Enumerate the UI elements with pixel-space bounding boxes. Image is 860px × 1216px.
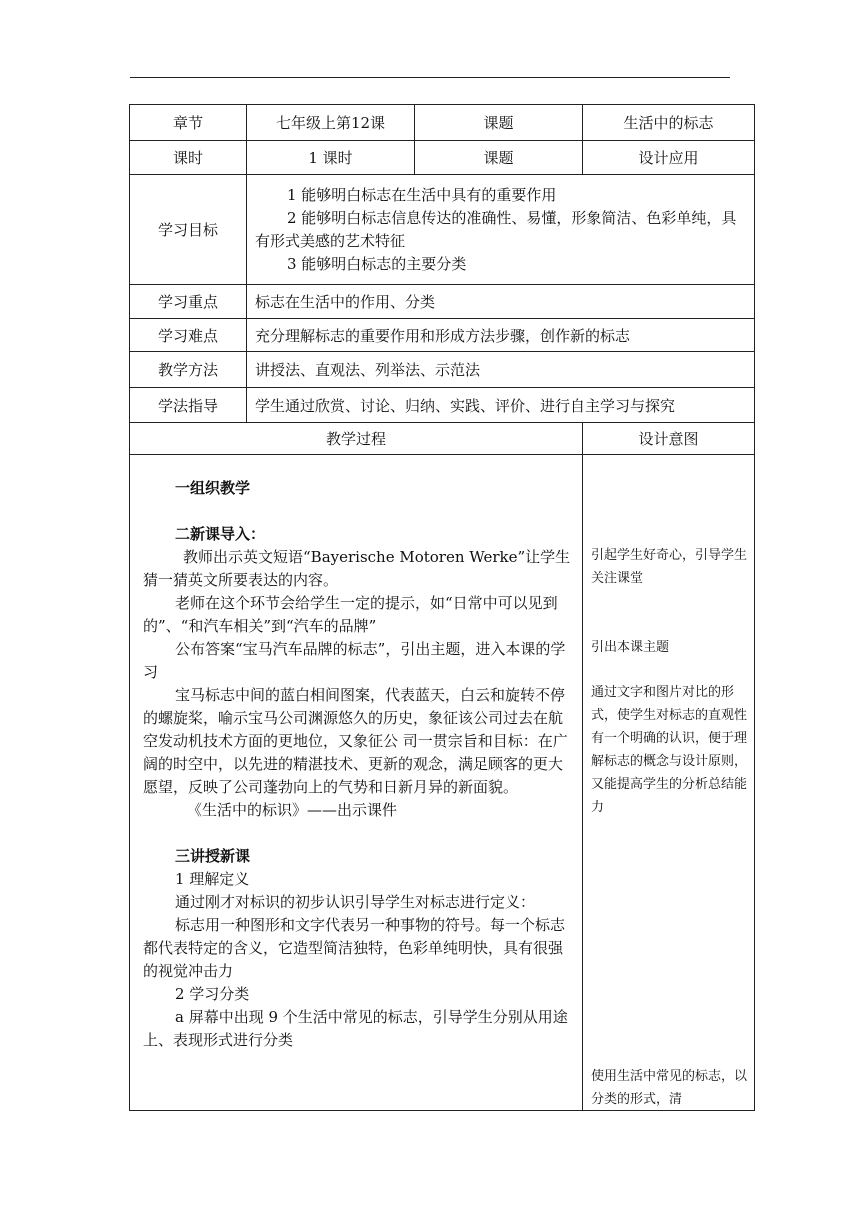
difficulty-label: 学习难点	[130, 319, 247, 352]
info-row-chapter	[130, 105, 755, 141]
goals-label: 学习目标	[130, 175, 247, 285]
lesson-plan-table	[129, 104, 755, 1111]
difficulty-row	[130, 319, 755, 352]
key-points-row	[130, 285, 755, 319]
goal-item: 2 能够明白标志信息传达的准确性、易懂，形象简洁、色彩单纯，具有形式美感的艺术特征	[255, 208, 737, 250]
intent-note: 通过文字和图片对比的形式，使学生对标志的直观性有一个明确的认识，便于理解标志的概念与设计原则，又能提高学生的分析总结能力	[591, 685, 748, 815]
period-label: 课时	[130, 141, 247, 175]
topic-value-2: 设计应用	[583, 141, 755, 175]
header-rule	[130, 77, 730, 78]
subheading: 2 学习分类	[175, 985, 250, 1003]
process-header: 教学过程	[130, 423, 583, 455]
paragraph: 老师在这个环节会给学生一定的提示，如“日常中可以见到的”、“和汽车相关”到“汽车的品牌”	[143, 594, 558, 635]
topic-value: 生活中的标志	[583, 105, 755, 141]
paragraph: 宝马标志中间的蓝白相间图案，代表蓝天，白云和旋转不停的螺旋桨，喻示宝马公司渊源悠久的历史，象征该公司过去在航空发动机技术方面的更地位，又象征公 司一贯宗旨和目标：在广阔的时空中，以先进的精湛技术、更新的观念，满足顾客的更大愿望，反映了公司蓬勃向上的气势和日新月异的新面貌。	[143, 686, 568, 796]
method-label: 教学方法	[130, 352, 247, 388]
goal-item: 3 能够明白标志的主要分类	[287, 254, 467, 273]
difficulty-value: 充分理解标志的重要作用和形成方法步骤，创作新的标志	[247, 319, 755, 352]
study-guide-value: 学生通过欣赏、讨论、归纳、实践、评价、进行自主学习与探究	[247, 388, 755, 423]
intent-header: 设计意图	[583, 423, 755, 455]
goals-content	[247, 175, 755, 285]
period-value: 1 课时	[247, 141, 415, 175]
intent-note: 引起学生好奇心，引导学生关注课堂	[591, 548, 748, 586]
study-guide-row	[130, 388, 755, 423]
intent-note: 使用生活中常见的标志，以分类的形式，清	[591, 1069, 748, 1107]
paragraph: a 屏幕中出现 9 个生活中常见的标志，引导学生分别从用途上、表现形式进行分类	[143, 1008, 568, 1049]
intent-content	[583, 455, 755, 1111]
topic-label: 课题	[415, 105, 583, 141]
key-points-value: 标志在生活中的作用、分类	[247, 285, 755, 319]
process-body-row	[130, 455, 755, 1111]
section-heading: 一组织教学	[175, 479, 251, 497]
process-content	[130, 455, 583, 1111]
chapter-label: 章节	[130, 105, 247, 141]
chapter-value: 七年级上第12课	[247, 105, 415, 141]
study-guide-label: 学法指导	[130, 388, 247, 423]
goal-item: 1 能够明白标志在生活中具有的重要作用	[287, 185, 557, 204]
paragraph: 教师出示英文短语“Bayerische Motoren Werke”让学生猜一猜英文所要表达的内容。	[143, 548, 571, 589]
key-points-label: 学习重点	[130, 285, 247, 319]
section-heading: 三讲授新课	[175, 847, 251, 865]
section-heading: 二新课导入：	[175, 525, 266, 543]
topic-label-2: 课题	[415, 141, 583, 175]
process-header-row	[130, 423, 755, 455]
info-row-period	[130, 141, 755, 175]
method-row	[130, 352, 755, 388]
paragraph: 通过刚才对标识的初步认识引导学生对标志进行定义：	[175, 893, 536, 911]
intent-note: 引出本课主题	[591, 640, 670, 655]
goals-row	[130, 175, 755, 285]
paragraph: 公布答案“宝马汽车品牌的标志”，引出主题，进入本课的学习	[143, 640, 566, 681]
method-value: 讲授法、直观法、列举法、示范法	[247, 352, 755, 388]
paragraph: 标志用一种图形和文字代表另一种事物的符号。每一个标志都代表特定的含义，它造型简洁独特，色彩单纯明快，具有很强的视觉冲击力	[143, 916, 566, 980]
paragraph: 《生活中的标识》——出示课件	[187, 801, 398, 819]
subheading: 1 理解定义	[175, 870, 250, 888]
